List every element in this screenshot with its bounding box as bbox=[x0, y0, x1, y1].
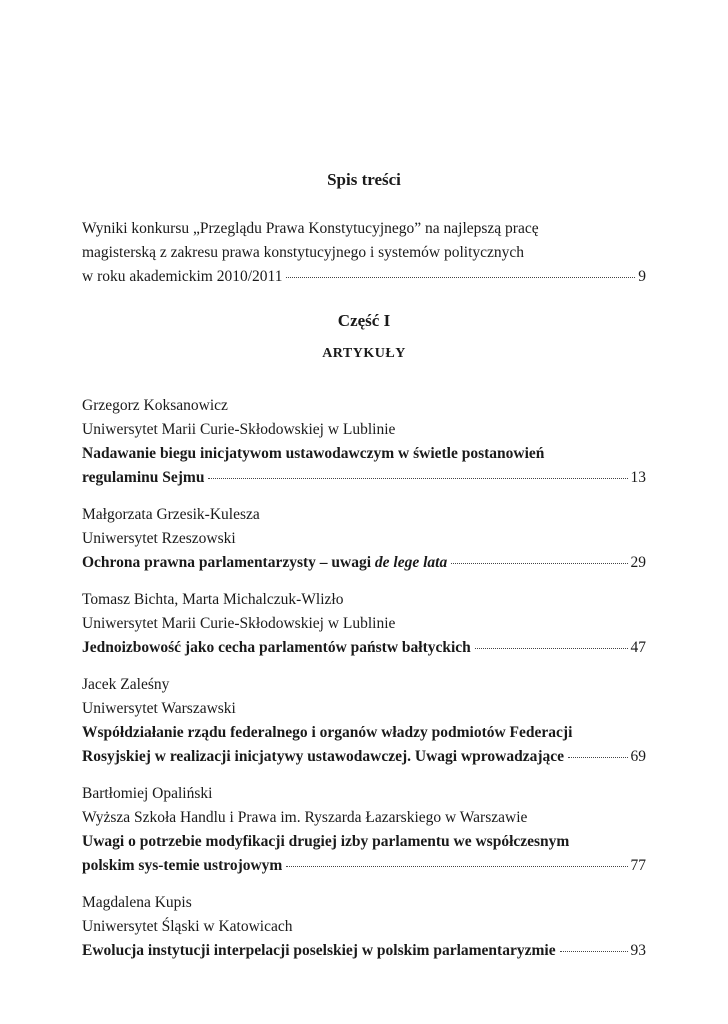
entry-author: Magdalena Kupis bbox=[82, 894, 192, 911]
entry-author: Grzegorz Koksanowicz bbox=[82, 397, 228, 414]
intro-line: magisterską z zakresu prawa konstytucyjnego i systemów politycznych bbox=[82, 244, 525, 261]
toc-entry bbox=[82, 394, 646, 490]
dot-leader bbox=[451, 563, 627, 564]
intro-line: Wyniki konkursu „Przeglądu Prawa Konstytucyjnego” na najlepszą pracę bbox=[82, 220, 539, 237]
entry-affiliation: Uniwersytet Marii Curie-Skłodowskiej w Lublinie bbox=[82, 615, 396, 632]
entry-title-text bbox=[82, 551, 447, 575]
section-heading: ARTYKUŁY bbox=[322, 346, 406, 361]
entry-title-last-line bbox=[82, 466, 646, 490]
page-number: 9 bbox=[638, 268, 646, 285]
entry-author: Bartłomiej Opaliński bbox=[82, 785, 213, 802]
dot-leader bbox=[560, 951, 628, 952]
entry-title-line: Ochrona prawna parlamentarzysty – uwagi bbox=[82, 554, 372, 571]
entry-affiliation: Uniwersytet Śląski w Katowicach bbox=[82, 918, 293, 935]
dot-leader bbox=[568, 757, 628, 758]
toc-entry bbox=[82, 891, 646, 963]
entry-title-last-line bbox=[82, 551, 646, 575]
entry-affiliation: Wyższa Szkoła Handlu i Prawa im. Ryszarda Łazarskiego w Warszawie bbox=[82, 809, 528, 826]
entry-title-line: Rosyjskiej w realizacji inicjatywy ustawodawczej. Uwagi wprowadzające bbox=[82, 748, 564, 765]
entry-author: Małgorzata Grzesik-Kulesza bbox=[82, 506, 260, 523]
entry-title-line: Ewolucja instytucji interpelacji poselskiej w polskim parlamentaryzmie bbox=[82, 942, 556, 959]
intro-line: w roku akademickim 2010/2011 bbox=[82, 268, 283, 285]
dot-leader bbox=[475, 648, 628, 649]
entry-title-line: Nadawanie biegu inicjatywom ustawodawczym w świetle postanowień bbox=[82, 445, 545, 462]
toc-entry bbox=[82, 503, 646, 575]
entry-title-line: Współdziałanie rządu federalnego i organów władzy podmiotów Federacji bbox=[82, 724, 573, 741]
intro-last-line bbox=[82, 265, 646, 289]
toc-entry bbox=[82, 588, 646, 660]
entry-title-last-line bbox=[82, 636, 646, 660]
entry-author: Jacek Zaleśny bbox=[82, 676, 170, 693]
dot-leader bbox=[286, 866, 627, 867]
page-number: 69 bbox=[630, 748, 646, 765]
page-number: 47 bbox=[630, 639, 646, 656]
dot-leader bbox=[208, 478, 627, 479]
entry-affiliation: Uniwersytet Rzeszowski bbox=[82, 530, 236, 547]
entry-author: Tomasz Bichta, Marta Michalczuk-Wlizło bbox=[82, 591, 344, 608]
toc-entry bbox=[82, 782, 646, 878]
entry-title-last-line bbox=[82, 854, 646, 878]
toc-entries bbox=[82, 394, 646, 976]
toc-heading: Spis treści bbox=[327, 170, 401, 189]
entry-title-line: regulaminu Sejmu bbox=[82, 469, 205, 486]
entry-title-last-line bbox=[82, 939, 646, 963]
entry-title-last-line bbox=[82, 745, 646, 769]
page-number: 13 bbox=[630, 469, 646, 486]
entry-title-italic: de lege lata bbox=[374, 554, 448, 571]
entry-title-line: polskim sys-temie ustrojowym bbox=[82, 857, 283, 874]
entry-title-line: Uwagi o potrzebie modyfikacji drugiej izby parlamentu we współczesnym bbox=[82, 833, 570, 850]
dot-leader bbox=[286, 277, 635, 278]
entry-title-line: Jednoizbowość jako cecha parlamentów państw bałtyckich bbox=[82, 639, 471, 656]
part-heading: Część I bbox=[337, 311, 391, 330]
page-number: 77 bbox=[630, 857, 646, 874]
entry-affiliation: Uniwersytet Warszawski bbox=[82, 700, 236, 717]
entry-affiliation: Uniwersytet Marii Curie-Skłodowskiej w Lublinie bbox=[82, 421, 396, 438]
toc-entry bbox=[82, 673, 646, 769]
toc-intro-entry bbox=[82, 217, 646, 289]
page-number: 29 bbox=[630, 554, 646, 571]
page-number: 93 bbox=[630, 942, 646, 959]
